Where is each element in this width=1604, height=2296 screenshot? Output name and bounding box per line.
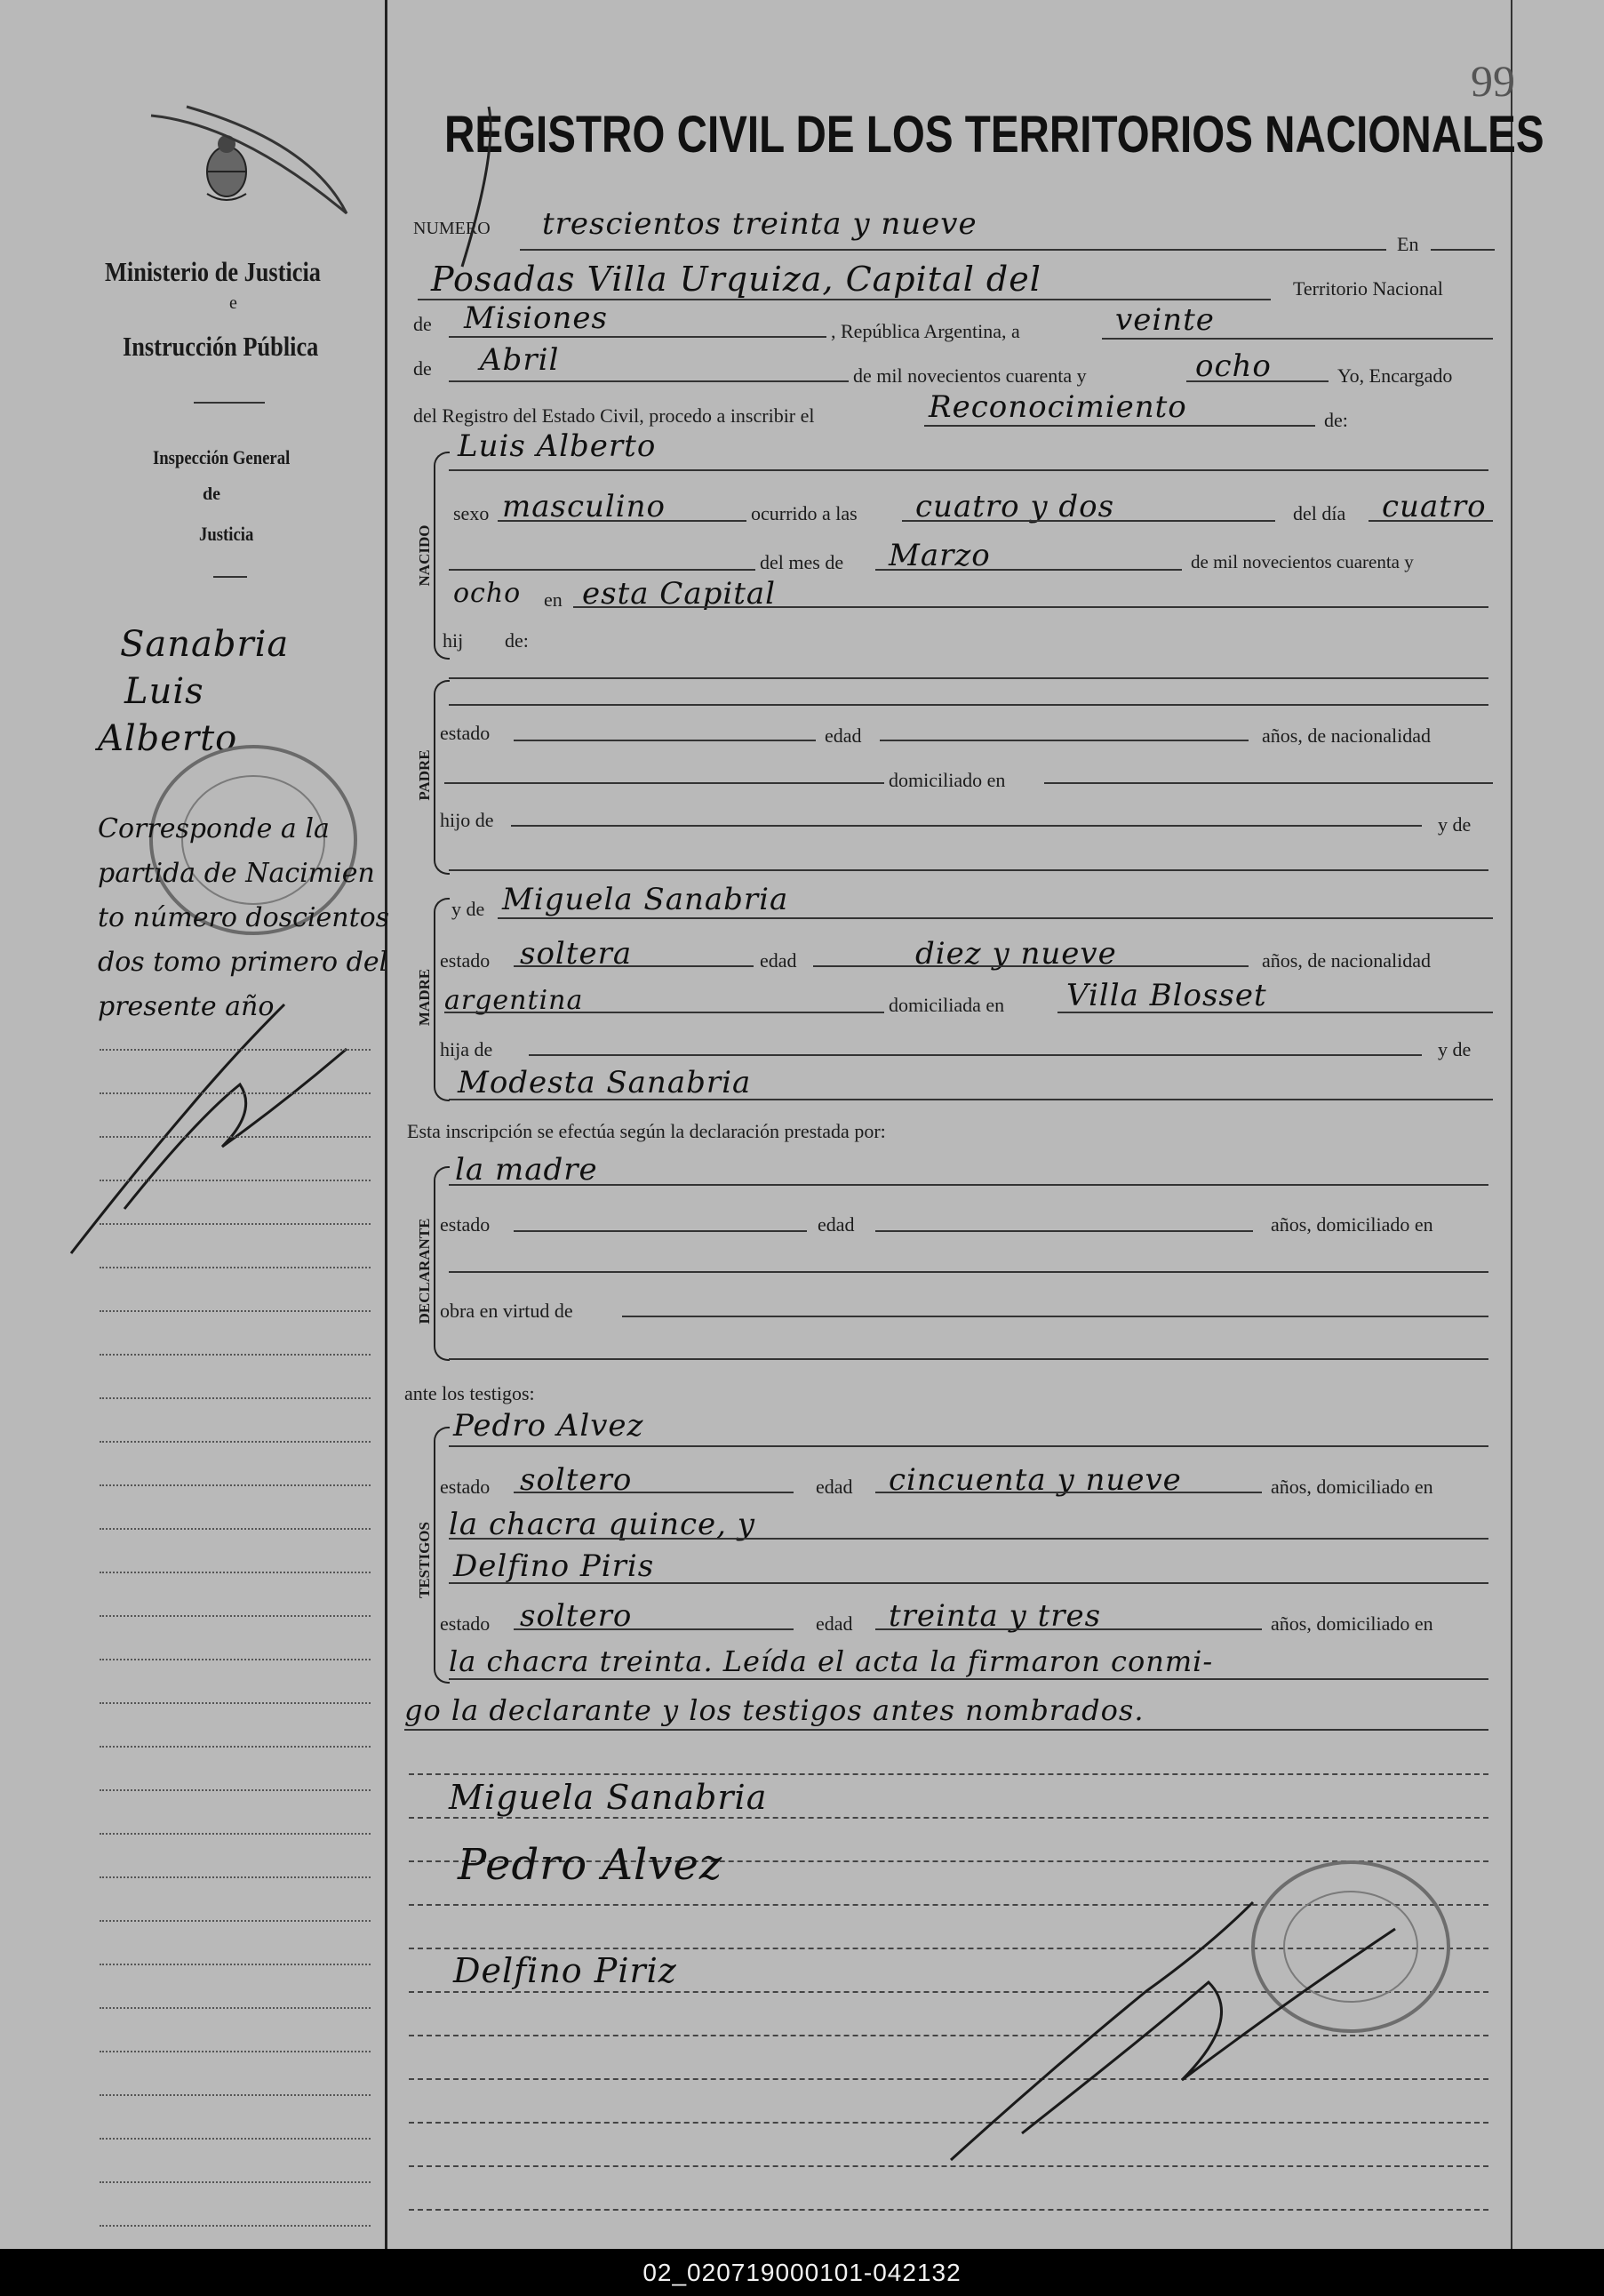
- madre-domiciliada-label: domiciliada en: [889, 994, 1005, 1016]
- padre-anios-label: años, de nacionalidad: [1262, 724, 1431, 747]
- madre-abuela-value: Modesta Sanabria: [458, 1065, 752, 1100]
- nacido-nombre-fill: [449, 469, 1488, 471]
- padre-edad-fill: [880, 740, 1249, 741]
- testigo2-estado-fill: [514, 1628, 794, 1630]
- margin-ruled-line: [100, 1354, 371, 1356]
- acto-value: Reconocimiento: [929, 389, 1187, 425]
- madre-estado-label: estado: [440, 949, 491, 972]
- testigo1-estado-fill: [514, 1492, 794, 1493]
- margin-ruled-line: [100, 1092, 371, 1094]
- margin-ruled-line: [100, 1833, 371, 1835]
- nacido-anio-value: ocho: [453, 578, 522, 609]
- cierre-fill: [404, 1729, 1488, 1731]
- madre-nombre-value: Miguela Sanabria: [502, 882, 789, 917]
- margin-ruled-line: [100, 2225, 371, 2227]
- nacido-dia-value: cuatro: [1382, 489, 1487, 524]
- padre-domiciliado-label: domiciliado en: [889, 769, 1006, 791]
- nacido-mes-fill: [875, 569, 1182, 571]
- testigos-section-label: TESTIGOS: [416, 1522, 433, 1598]
- margin-note-1: Corresponde a la: [98, 813, 330, 844]
- padre-section-label: PADRE: [416, 749, 433, 801]
- madre-y-de2-label: y de: [1438, 1038, 1472, 1060]
- testigo1-domicilio-value: la chacra quince, y: [449, 1507, 755, 1542]
- firma-testigo1: Pedro Alvez: [458, 1840, 723, 1890]
- title-pen-stroke: [427, 98, 533, 276]
- testigo2-domicilio-value: la chacra treinta. Leída el acta la firmaron conmi-: [449, 1644, 1214, 1678]
- madre-nacionalidad-fill: [444, 1012, 884, 1013]
- testigo2-anios-label: años, domiciliado en: [1271, 1612, 1433, 1635]
- madre-estado-value: soltera: [520, 936, 633, 972]
- right-edge-line: [1511, 0, 1512, 2249]
- testigo1-nombre-value: Pedro Alvez: [453, 1408, 644, 1444]
- declarante-edad-fill: [875, 1230, 1253, 1232]
- nacido-bracket: [434, 452, 450, 660]
- cierre-text: go la declarante y los testigos antes nombrados.: [404, 1693, 1145, 1727]
- inspection-line2: de: [203, 484, 220, 504]
- inspection-line3: Justicia: [199, 523, 254, 545]
- yo-label: Yo, Encargado: [1337, 364, 1453, 387]
- padre-edad-label: edad: [825, 724, 862, 747]
- ministry-line1: Ministerio de Justicia: [105, 256, 321, 287]
- testigo2-nombre-fill: [449, 1582, 1488, 1584]
- padre-nombre-fill: [449, 704, 1488, 706]
- margin-ruled-line: [100, 1746, 371, 1748]
- testigo2-edad-label: edad: [816, 1612, 853, 1635]
- testigo2-estado-label: estado: [440, 1612, 491, 1635]
- testigo2-edad-value: treinta y tres: [889, 1598, 1102, 1634]
- madre-edad-value: diez y nueve: [915, 936, 1117, 972]
- testigo1-estado-value: soltero: [520, 1462, 633, 1498]
- registro-label: del Registro del Estado Civil, procedo a inscribir el: [413, 404, 815, 427]
- territorio-value: Misiones: [464, 300, 608, 336]
- margin-ruled-line: [100, 2138, 371, 2140]
- padre-bracket: [434, 680, 450, 875]
- margin-ruled-line: [100, 2181, 371, 2183]
- hora-fill: [902, 520, 1275, 522]
- padre-nacionalidad-fill: [444, 782, 884, 784]
- header-rule-2: [213, 576, 247, 578]
- margin-divider: [385, 0, 387, 2249]
- margin-signature: [53, 978, 373, 1271]
- margin-ruled-line: [100, 2051, 371, 2052]
- margin-ruled-line: [100, 1789, 371, 1791]
- ministry-line2: e: [229, 293, 237, 313]
- margin-note-4: dos tomo primero del: [98, 947, 388, 978]
- declarante-nombre-value: la madre: [455, 1152, 598, 1188]
- declarante-domicilio-fill: [449, 1271, 1488, 1273]
- madre-edad-label: edad: [760, 949, 797, 972]
- en-fill: [1431, 249, 1495, 251]
- madre-section-label: MADRE: [416, 968, 433, 1027]
- sexo-value: masculino: [502, 489, 666, 524]
- declarante-edad-label: edad: [818, 1213, 855, 1236]
- padre-hijo-fill: [511, 825, 1422, 827]
- declarante-estado-fill: [514, 1230, 807, 1232]
- declarante-nombre-fill: [449, 1184, 1488, 1186]
- testigos-intro-label: ante los testigos:: [404, 1382, 535, 1404]
- madre-edad-fill: [813, 965, 1249, 967]
- sexo-label: sexo: [453, 502, 490, 524]
- nacido-lugar-value: esta Capital: [582, 576, 777, 612]
- mil-label: de mil novecientos cuarenta y: [853, 364, 1087, 387]
- declarante-obra-fill: [622, 1316, 1488, 1317]
- signature-ruled-line: [409, 1817, 1488, 1819]
- dia-fill: [1102, 338, 1493, 340]
- nacido-dia-fill: [1369, 520, 1493, 522]
- declarante-bracket: [434, 1166, 450, 1361]
- nacido-mes-value: Marzo: [889, 538, 991, 573]
- image-id-footer: 02_020719000101-042132: [0, 2249, 1604, 2296]
- de-label: de: [413, 313, 432, 335]
- margin-note-5: presente año: [98, 991, 275, 1022]
- sexo-fill: [498, 520, 746, 522]
- territorio-label: Territorio Nacional: [1293, 277, 1443, 300]
- margin-note-2: partida de Nacimien: [98, 858, 375, 889]
- padre-top-fill: [449, 677, 1488, 679]
- testigo2-estado-value: soltero: [520, 1598, 633, 1634]
- madre-anios-label: años, de nacionalidad: [1262, 949, 1431, 972]
- margin-ruled-line: [100, 1310, 371, 1312]
- hora-value: cuatro y dos: [915, 489, 1115, 524]
- official-signature-and-seal: [915, 1849, 1484, 2187]
- declarante-obra-label: obra en virtud de: [440, 1300, 573, 1322]
- margin-ruled-line: [100, 1615, 371, 1617]
- margin-ruled-line: [100, 2094, 371, 2096]
- margin-ruled-line: [100, 1049, 371, 1051]
- madre-hija-fill: [529, 1054, 1422, 1056]
- numero-value: trescientos treinta y nueve: [542, 206, 978, 242]
- page-number: 99: [1471, 56, 1515, 106]
- margin-ruled-line: [100, 1528, 371, 1530]
- numero-fill: [520, 249, 1386, 251]
- testigo1-nombre-fill: [449, 1445, 1488, 1447]
- signature-ruled-line: [409, 1773, 1488, 1775]
- margin-ruled-line: [100, 1572, 371, 1573]
- madre-nacionalidad-value: argentina: [444, 985, 584, 1016]
- testigo1-domicilio-fill: [449, 1538, 1488, 1540]
- nacido-section-label: NACIDO: [416, 524, 433, 587]
- inspection-line1: Inspección General: [153, 446, 291, 468]
- anio-value: ocho: [1195, 348, 1272, 384]
- madre-abuela-fill: [449, 1099, 1493, 1100]
- margin-ruled-line: [100, 1964, 371, 1965]
- testigo1-estado-label: estado: [440, 1476, 491, 1498]
- margin-ruled-line: [100, 1180, 371, 1181]
- firma-testigo2: Delfino Piriz: [453, 1951, 677, 1990]
- margin-ruled-line: [100, 1702, 371, 1704]
- testigo2-edad-fill: [875, 1628, 1262, 1630]
- territorio-fill: [449, 336, 826, 338]
- madre-nombre-fill: [498, 917, 1493, 919]
- testigo2-nombre-value: Delfino Piris: [453, 1548, 655, 1584]
- del-dia-label: del día: [1293, 502, 1346, 524]
- margin-name-3: Alberto: [98, 718, 238, 759]
- margin-ruled-line: [100, 2007, 371, 2009]
- margin-name-1: Sanabria: [120, 624, 290, 665]
- margin-ruled-line: [100, 1441, 371, 1443]
- testigo1-edad-value: cincuenta y nueve: [889, 1462, 1182, 1498]
- padre-estado-label: estado: [440, 722, 491, 744]
- acto-fill: [924, 425, 1315, 427]
- registry-title: REGISTRO CIVIL DE LOS TERRITORIOS NACIONALES: [444, 106, 1544, 164]
- numero-label: NUMERO: [413, 219, 491, 238]
- madre-estado-fill: [514, 965, 754, 967]
- margin-note-3: to número doscientos: [98, 902, 390, 933]
- margin-ruled-line: [100, 1136, 371, 1138]
- nacido-mil-label: de mil novecientos cuarenta y: [1191, 551, 1414, 572]
- padre-estado-fill: [514, 740, 816, 741]
- declarante-anios-label: años, domiciliado en: [1271, 1213, 1433, 1236]
- mes-fill: [449, 380, 849, 382]
- testigos-bracket: [434, 1427, 450, 1684]
- padre-hijo-label: hijo de: [440, 809, 494, 831]
- ocurrido-label: ocurrido a las: [751, 502, 858, 524]
- margin-name-2: Luis: [124, 671, 204, 712]
- declarante-section-label: DECLARANTE: [416, 1218, 433, 1324]
- madre-y-de-label: y de: [451, 898, 485, 920]
- padre-domicilio-fill: [1044, 782, 1493, 784]
- mes-label: del mes de: [760, 551, 844, 573]
- padre-y-de-label: y de: [1438, 813, 1472, 836]
- anio-fill: [1186, 380, 1329, 382]
- en-label-2: en: [544, 588, 563, 611]
- nacido-lugar-fill: [573, 606, 1488, 608]
- firma-madre: Miguela Sanabria: [449, 1778, 768, 1817]
- testigo1-edad-label: edad: [816, 1476, 853, 1498]
- header-rule: [194, 402, 265, 404]
- en-label: En: [1397, 233, 1419, 255]
- republica-label: , República Argentina, a: [831, 320, 1020, 342]
- declarante-extra-fill: [449, 1358, 1488, 1360]
- ministry-line3: Instrucción Pública: [123, 331, 319, 362]
- hij-label: hij: [443, 629, 464, 652]
- declarante-estado-label: estado: [440, 1213, 491, 1236]
- padre-abuela-fill: [449, 869, 1488, 871]
- de3-label: de:: [1324, 409, 1348, 431]
- nacido-nombre-value: Luis Alberto: [458, 428, 657, 464]
- madre-domicilio-fill: [1057, 1012, 1493, 1013]
- madre-domicilio-value: Villa Blosset: [1066, 978, 1267, 1013]
- margin-ruled-line: [100, 1876, 371, 1878]
- lugar-value: Posadas Villa Urquiza, Capital del: [431, 260, 1041, 299]
- madre-hija-label: hija de: [440, 1038, 493, 1060]
- de2-label: de: [413, 357, 432, 380]
- testigo1-edad-fill: [875, 1492, 1262, 1493]
- margin-pen-stroke: [133, 89, 382, 267]
- signature-ruled-line: [409, 2209, 1488, 2211]
- margin-ruled-line: [100, 1267, 371, 1268]
- dia-value: veinte: [1115, 302, 1215, 338]
- margin-ruled-line: [100, 1920, 371, 1922]
- mes-value: Abril: [480, 342, 560, 378]
- testigo2-domicilio-fill: [449, 1678, 1488, 1680]
- hij-de-label: de:: [505, 629, 529, 652]
- nacido-line3-fill: [449, 569, 755, 571]
- margin-ruled-line: [100, 1223, 371, 1225]
- margin-ruled-line: [100, 1397, 371, 1399]
- testigo1-anios-label: años, domiciliado en: [1271, 1476, 1433, 1498]
- margin-ruled-line: [100, 1659, 371, 1660]
- declaracion-label: Esta inscripción se efectúa según la declaración prestada por:: [407, 1120, 886, 1142]
- margin-ruled-line: [100, 1484, 371, 1486]
